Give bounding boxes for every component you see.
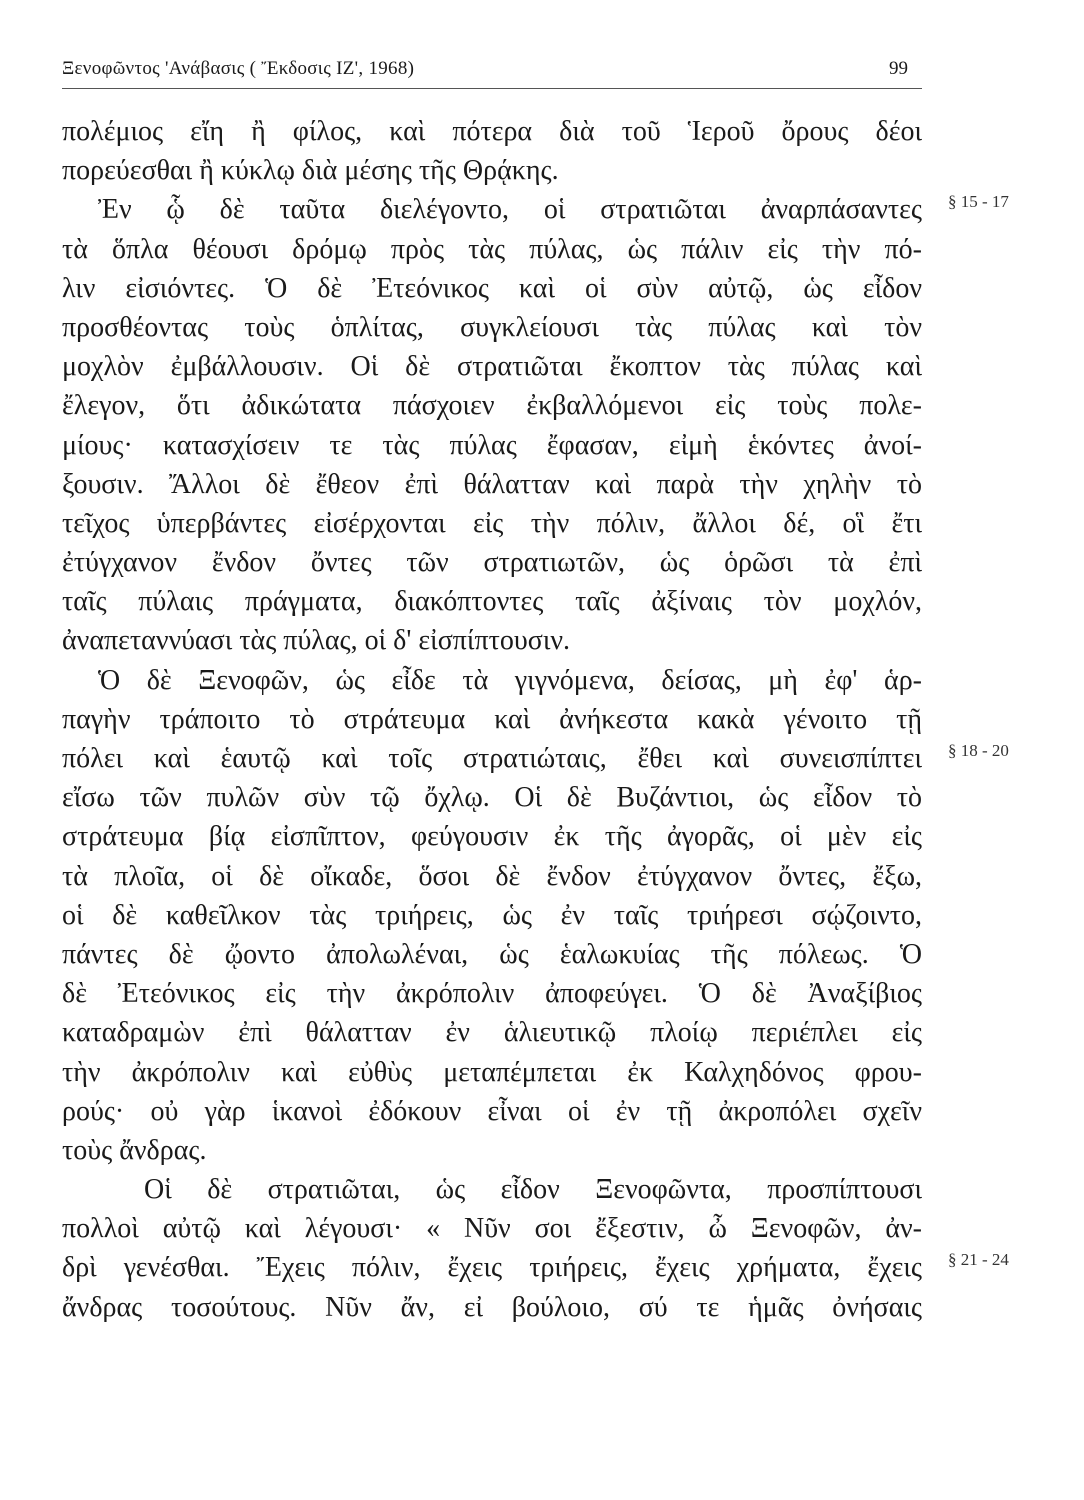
text-line: ἐτύγχανον ἔνδον ὄντες τῶν στρατιωτῶν, ὡς ὁρῶσι τὰ ἐπὶ xyxy=(62,547,922,579)
body-text xyxy=(62,112,922,1327)
text-line: πορεύεσθαι ἢ κύκλῳ διὰ μέσης τῆς Θρᾴκης. xyxy=(62,155,559,187)
text-line: ρούς· οὐ γὰρ ἱκανοὶ ἐδόκουν εἶναι οἱ ἐν τῇ ἀκροπόλει σχεῖν xyxy=(62,1095,922,1127)
text-line: τεῖχος ὑπερβάντες εἰσέρχονται εἰς τὴν πόλιν, ἄλλοι δέ, οἳ ἔτι xyxy=(62,507,922,539)
text-line: ἀναπεταννύασι τὰς πύλας, οἱ δ' εἰσπίπτουσιν. xyxy=(62,625,571,657)
margin-note-section: § 15 - 17 xyxy=(948,192,1009,211)
text-line: εἴσω τῶν πυλῶν σὺν τῷ ὄχλῳ. Οἱ δὲ Βυζάντιοι, ὡς εἶδον τὸ xyxy=(62,782,922,814)
running-title: Ξενοφῶντος 'Ανάβασις ( Ἔκδοσις ΙΖ', 1968) xyxy=(62,58,415,79)
text-line: λιν εἰσιόντες. Ὁ δὲ Ἐτεόνικος καὶ οἱ σὺν αὐτῷ, ὡς εἶδον xyxy=(62,272,922,304)
margin-note-section: § 18 - 20 xyxy=(948,741,1009,760)
text-line: μοχλὸν ἐμβάλλουσιν. Οἱ δὲ στρατιῶται ἔκοπτον τὰς πύλας καὶ xyxy=(62,351,922,383)
text-line: οἱ δὲ καθεῖλκον τὰς τριήρεις, ὡς ἐν ταῖς τριήρεσι σῴζοιντο, xyxy=(62,899,922,931)
text-line: πάντες δὲ ᾤοντο ἀπολωλέναι, ὡς ἑαλωκυίας τῆς πόλεως. Ὁ xyxy=(62,938,922,970)
running-header xyxy=(62,58,922,89)
text-line: Οἱ δὲ στρατιῶται, ὡς εἶδον Ξενοφῶντα, προσπίπτουσι xyxy=(144,1174,922,1206)
text-line: τὴν ἀκρόπολιν καὶ εὐθὺς μεταπέμπεται ἐκ Καλχηδόνος φρου- xyxy=(62,1056,922,1088)
text-line: τὰ πλοῖα, οἱ δὲ οἴκαδε, ὅσοι δὲ ἔνδον ἐτύγχανον ὄντες, ἔξω, xyxy=(62,860,922,892)
text-line: δὲ Ἐτεόνικος εἰς τὴν ἀκρόπολιν ἀποφεύγει. Ὁ δὲ Ἀναξίβιος xyxy=(62,978,922,1010)
text-line: πόλει καὶ ἑαυτῷ καὶ τοῖς στρατιώταις, ἔθει καὶ συνεισπίπτει xyxy=(62,743,922,774)
text-line: πολέμιος εἴη ἢ φίλος, καὶ πότερα διὰ τοῦ Ἱεροῦ ὄρους δέοι xyxy=(62,116,922,147)
text-line: παγὴν τράποιτο τὸ στράτευμα καὶ ἀνήκεστα κακὰ γένοιτο τῇ xyxy=(62,703,922,735)
text-line: ἄνδρας τοσούτους. Νῦν ἄν, εἰ βούλοιο, σύ τε ἡμᾶς ὀνήσαις xyxy=(62,1291,922,1323)
text-line: προσθέοντας τοὺς ὁπλίτας, συγκλείουσι τὰς πύλας καὶ τὸν xyxy=(62,311,922,343)
text-line: στράτευμα βίᾳ εἰσπῖπτον, φεύγουσιν ἐκ τῆς ἀγορᾶς, οἱ μὲν εἰς xyxy=(62,821,922,853)
text-line: ταῖς πύλαις πράγματα, διακόπτοντες ταῖς ἀξίναις τὸν μοχλόν, xyxy=(62,586,922,618)
page-number: 99 xyxy=(889,58,908,79)
text-line: πολλοὶ αὐτῷ καὶ λέγουσι· « Νῦν σοι ἔξεστιν, ὦ Ξενοφῶν, ἀν- xyxy=(62,1213,922,1245)
text-line: ἔλεγον, ὅτι ἀδικώτατα πάσχοιεν ἐκβαλλόμενοι εἰς τοὺς πολε- xyxy=(62,390,922,422)
text-line: Ἐν ᾧ δὲ ταῦτα διελέγοντο, οἱ στρατιῶται ἀναρπάσαντες xyxy=(98,194,922,226)
text-line: Ὁ δὲ Ξενοφῶν, ὡς εἶδε τὰ γιγνόμενα, δείσας, μὴ ἐφ' ἁρ- xyxy=(98,664,922,696)
text-line: ξουσιν. Ἄλλοι δὲ ἔθεον ἐπὶ θάλατταν καὶ παρὰ τὴν χηλὴν τὸ xyxy=(62,468,922,500)
text-line: τοὺς ἄνδρας. xyxy=(62,1134,207,1166)
text-line: μίους· κατασχίσειν τε τὰς πύλας ἔφασαν, εἰμὴ ἑκόντες ἀνοί- xyxy=(62,429,922,461)
margin-note-section: § 21 - 24 xyxy=(948,1250,1009,1269)
text-line: δρὶ γενέσθαι. Ἔχεις πόλιν, ἔχεις τριήρεις, ἔχεις χρήματα, ἔχεις xyxy=(62,1252,922,1284)
text-line: καταδραμὼν ἐπὶ θάλατταν ἐν ἁλιευτικῷ πλοίῳ περιέπλει εἰς xyxy=(62,1017,922,1049)
text-line: τὰ ὅπλα θέουσι δρόμῳ πρὸς τὰς πύλας, ὡς πάλιν εἰς τὴν πό- xyxy=(62,233,922,265)
